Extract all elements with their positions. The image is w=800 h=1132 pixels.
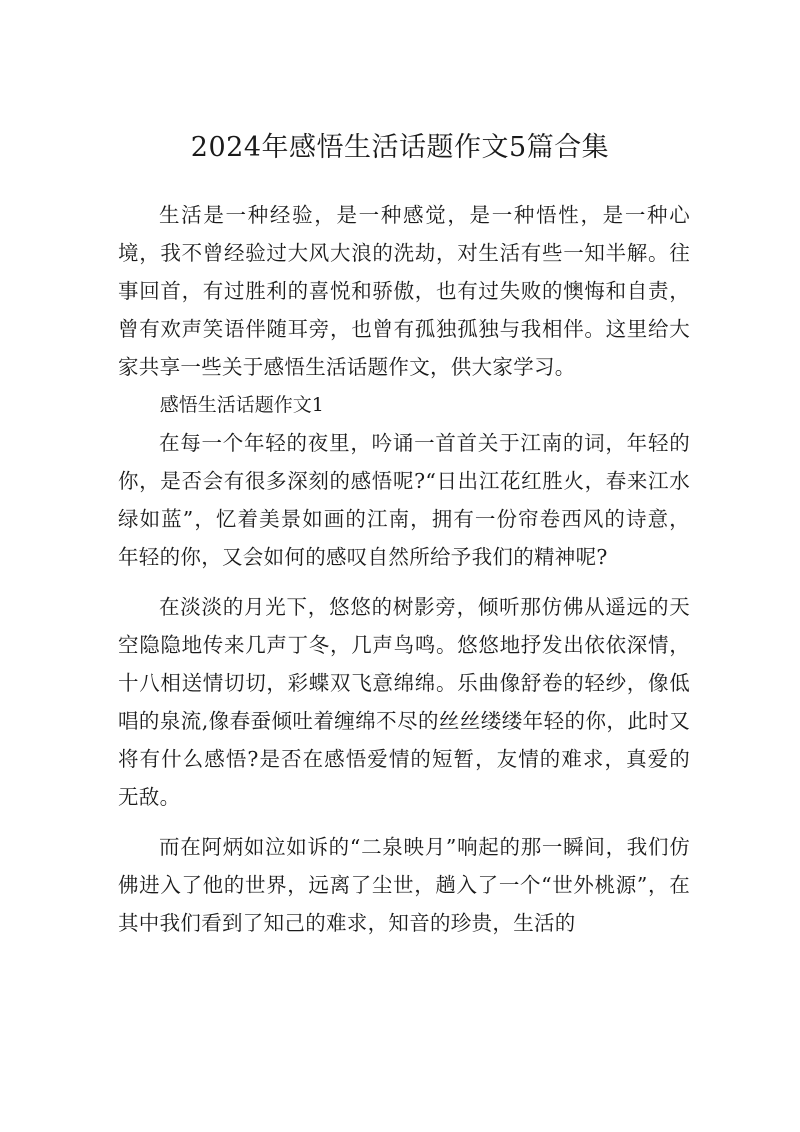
intro-paragraph: 生活是一种经验，是一种感觉，是一种悟性，是一种心境，我不曾经验过大风大浪的洗劫，对生活有些一知半解。往事回首，有过胜利的喜悦和骄傲，也有过失败的懊悔和自责，曾有欢声笑语伴随耳旁，也曾有孤独孤独与我相伴。这里给大家共享一些关于感悟生活话题作文，供大家学习。 bbox=[118, 203, 690, 379]
body-paragraph-3: 而在阿炳如泣如诉的“二泉映月”响起的那一瞬间，我们仿佛进入了他的世界，远离了尘世，趟入了一个“世外桃源”，在其中我们看到了知己的难求，知音的珍贵，生活的 bbox=[118, 835, 690, 935]
body-paragraph-1: 在每一个年轻的夜里，吟诵一首首关于江南的词，年轻的你，是否会有很多深刻的感悟呢?“日出江花红胜火，春来江水绿如蓝”，忆着美景如画的江南，拥有一份帘卷西风的诗意，年轻的你，又会如何的感叹自然所给予我们的精神呢? bbox=[118, 431, 690, 569]
body-paragraph-2: 在淡淡的月光下，悠悠的树影旁，倾听那仿佛从遥远的天空隐隐地传来几声丁冬，几声鸟鸣。悠悠地抒发出依依深情，十八相送情切切，彩蝶双飞意绵绵。乐曲像舒卷的轻纱，像低唱的泉流,像春蚕倾吐着缠绵不尽的丝丝缕缕年轻的你，此时又将有什么感悟?是否在感悟爱情的短暂，友情的难求，真爱的无敌。 bbox=[118, 595, 690, 809]
document-title: 2024年感悟生活话题作文5篇合集 bbox=[190, 132, 610, 163]
section-heading: 感悟生活话题作文1 bbox=[159, 394, 324, 416]
document-body bbox=[118, 196, 690, 942]
